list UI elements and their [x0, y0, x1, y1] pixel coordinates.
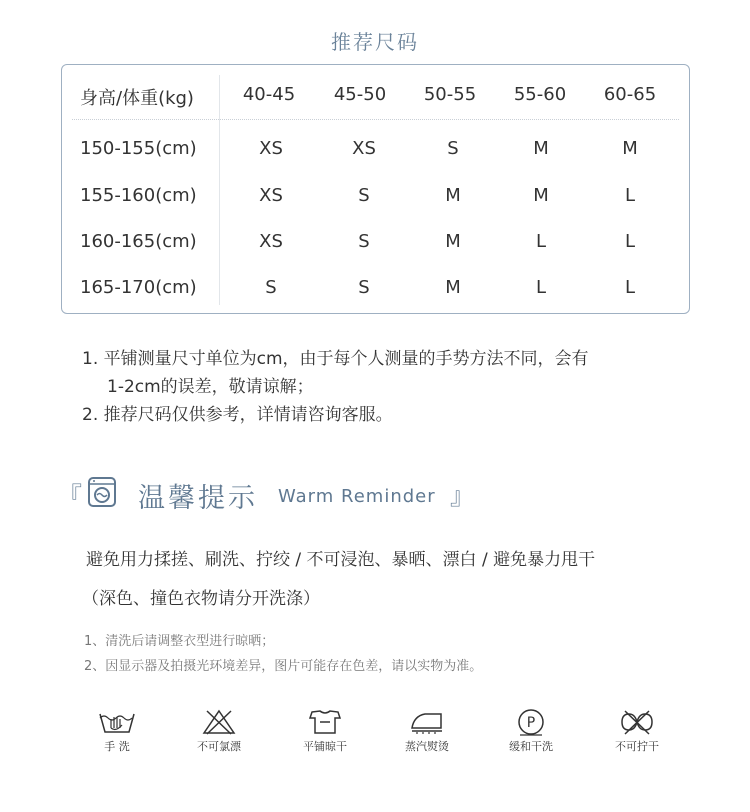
size-cell: XS — [259, 231, 283, 252]
care-item-hand-wash — [72, 708, 162, 754]
size-cell: S — [358, 277, 370, 298]
height-range-label: 155-160(cm) — [80, 185, 197, 206]
size-cell: M — [622, 138, 638, 159]
weight-range-header: 60-65 — [603, 84, 657, 105]
size-cell: XS — [352, 138, 376, 159]
care-instructions: 避免用力揉搓、刷洗、拧绞 / 不可浸泡、暴晒、漂白 / 避免暴力甩干 — [86, 550, 596, 570]
height-range-label: 165-170(cm) — [80, 277, 197, 298]
dry-clean-p-icon — [511, 708, 551, 736]
size-cell: S — [447, 138, 459, 159]
flat-dry-icon — [305, 708, 345, 736]
reminder-subtitle: Warm Reminder — [278, 486, 436, 507]
size-cell: S — [358, 231, 370, 252]
size-cell: S — [358, 185, 370, 206]
care-note-2: 2、因显示器及拍摄光环境差异，图片可能存在色差，请以实物为准。 — [84, 659, 483, 674]
size-cell: L — [624, 185, 636, 206]
washing-machine-icon — [88, 477, 116, 507]
no-wring-icon — [617, 708, 657, 736]
care-item-flat-dry — [280, 708, 370, 754]
table-corner-label: 身高/体重(kg) — [80, 88, 194, 109]
size-cell: XS — [259, 138, 283, 159]
care-item-dry-clean — [486, 708, 576, 754]
size-note-1: 1. 平铺测量尺寸单位为cm，由于每个人测量的手势方法不同，会有 — [82, 349, 589, 369]
care-instructions-dark-colors: （深色、撞色衣物请分开洗涤） — [82, 589, 320, 609]
size-cell: M — [533, 185, 549, 206]
hand-wash-icon — [97, 708, 137, 736]
close-bracket: 』 — [450, 482, 474, 510]
size-cell: M — [445, 231, 461, 252]
table-divider-horizontal — [72, 119, 679, 120]
care-item-no-bleach — [174, 708, 264, 754]
weight-range-header: 50-55 — [423, 84, 477, 105]
weight-range-header: 45-50 — [333, 84, 387, 105]
size-cell: M — [533, 138, 549, 159]
care-label: 手 洗 — [104, 740, 130, 753]
reminder-header — [58, 472, 478, 516]
care-icons-row — [0, 708, 750, 768]
weight-range-header: 40-45 — [242, 84, 296, 105]
size-notes — [82, 345, 589, 429]
reminder-title: 温馨提示 — [138, 483, 258, 514]
care-note-1: 1、清洗后请调整衣型进行晾晒； — [84, 634, 275, 649]
size-cell: M — [445, 277, 461, 298]
care-item-steam-iron — [382, 708, 472, 754]
size-cell: S — [265, 277, 277, 298]
care-item-no-wring — [592, 708, 682, 754]
care-label: 蒸汽熨烫 — [405, 740, 449, 753]
care-label: 不可氯漂 — [197, 740, 241, 753]
care-label: 不可拧干 — [615, 740, 659, 753]
no-bleach-icon — [199, 708, 239, 736]
open-bracket: 『 — [58, 482, 82, 510]
size-cell: L — [535, 231, 547, 252]
height-range-label: 150-155(cm) — [80, 138, 197, 159]
size-note-2: 2. 推荐尺码仅供参考，详情请咨询客服。 — [82, 405, 393, 425]
size-cell: M — [445, 185, 461, 206]
size-cell: XS — [259, 185, 283, 206]
size-cell: L — [624, 277, 636, 298]
care-label: 平铺晾干 — [303, 740, 347, 753]
size-section-title: 推荐尺码 — [331, 30, 419, 54]
size-cell: L — [624, 231, 636, 252]
steam-iron-icon — [407, 708, 447, 736]
size-table — [61, 64, 690, 314]
svg-text:P: P — [526, 715, 536, 731]
height-range-label: 160-165(cm) — [80, 231, 197, 252]
size-cell: L — [535, 277, 547, 298]
care-label: 缓和干洗 — [509, 740, 553, 753]
size-note-1-continued: 1-2cm的误差，敬请谅解； — [107, 377, 314, 397]
weight-range-header: 55-60 — [513, 84, 567, 105]
